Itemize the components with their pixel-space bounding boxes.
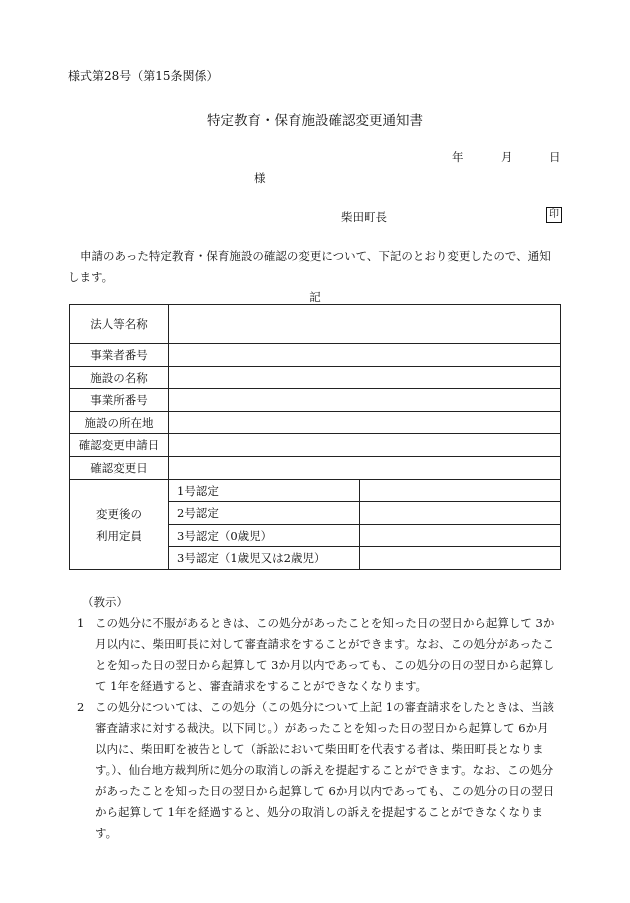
capacity-value-cell[interactable] (360, 502, 561, 525)
note-text: この処分に不服があるときは、この処分があったことを知った日の翌日から起算して 3か月以内に、柴田町長に対して審査請求をすることができます。なお、この処分があったことを知った日の翌日から起算して 3か月以内であっても、この処分の日の翌日から起算して 1年を経過すると、審査請求をすることができなくなります。 (95, 616, 555, 693)
addressee-suffix: 様 (254, 171, 266, 185)
table-row (70, 367, 561, 389)
capacity-value-cell[interactable] (360, 525, 561, 547)
row-label: 施設の所在地 (70, 412, 169, 434)
note-number: 1 (77, 616, 85, 630)
capacity-label-line-1: 変更後の (96, 506, 142, 521)
table-row (70, 480, 561, 502)
capacity-type: 2号認定 (169, 502, 360, 525)
row-value-cell[interactable] (169, 434, 561, 457)
row-label: 確認変更日 (70, 457, 169, 480)
capacity-type: 3号認定（1歳児又は2歳児） (169, 547, 360, 570)
form-number: 様式第28号（第15条関係） (68, 69, 219, 83)
document-title: 特定教育・保育施設確認変更通知書 (207, 113, 423, 129)
row-label: 確認変更申請日 (70, 434, 169, 457)
table-row (70, 389, 561, 412)
table-row (70, 434, 561, 457)
row-value-cell[interactable] (169, 389, 561, 412)
row-value-cell[interactable] (169, 344, 561, 367)
capacity-label-line-2: 利用定員 (96, 528, 142, 543)
note-number: 2 (77, 700, 85, 714)
table-row (70, 412, 561, 434)
table-row (70, 305, 561, 344)
row-label: 法人等名称 (70, 305, 169, 344)
row-label: 事業者番号 (70, 344, 169, 367)
table-row (70, 344, 561, 367)
capacity-value-cell[interactable] (360, 480, 561, 502)
row-label: 施設の名称 (70, 367, 169, 389)
date-month-label: 月 (501, 150, 513, 164)
notes-heading: （教示） (82, 595, 128, 609)
issuer-name: 柴田町長 (341, 210, 387, 224)
note-item (77, 697, 558, 844)
table-row (70, 457, 561, 480)
row-value-cell[interactable] (169, 457, 561, 480)
note-text: この処分については、この処分（この処分について上記 1の審査請求をしたときは、当該審査請求に対する裁決。以下同じ。）があったことを知った日の翌日から起算して 6か月以内に、柴田町を被告として（訴訟において柴田町を代表する者は、柴田町長となります。）、仙台地方裁判所に処分の取消しの訴えを提起することができます。なお、この処分があったことを知った日の翌日から起算して 6か月以内であっても、この処分の日の翌日から起算して 1年を経過すると、処分の取消しの訴えを提起することができなくなります。 (95, 700, 555, 840)
note-item (77, 613, 558, 697)
capacity-value-cell[interactable] (360, 547, 561, 570)
date-day-label: 日 (549, 150, 561, 164)
row-label: 事業所番号 (70, 389, 169, 412)
capacity-type: 1号認定 (169, 480, 360, 502)
seal-mark: 印 (546, 207, 562, 223)
capacity-label (70, 480, 169, 570)
row-value-cell[interactable] (169, 305, 561, 344)
body-text: 申請のあった特定教育・保育施設の確認の変更について、下記のとおり変更したので、通知します。 (68, 249, 551, 284)
date-year-label: 年 (452, 150, 464, 164)
details-table (69, 304, 561, 570)
row-value-cell[interactable] (169, 412, 561, 434)
ki-heading: 記 (309, 290, 321, 304)
row-value-cell[interactable] (169, 367, 561, 389)
capacity-type: 3号認定（0歳児） (169, 525, 360, 547)
